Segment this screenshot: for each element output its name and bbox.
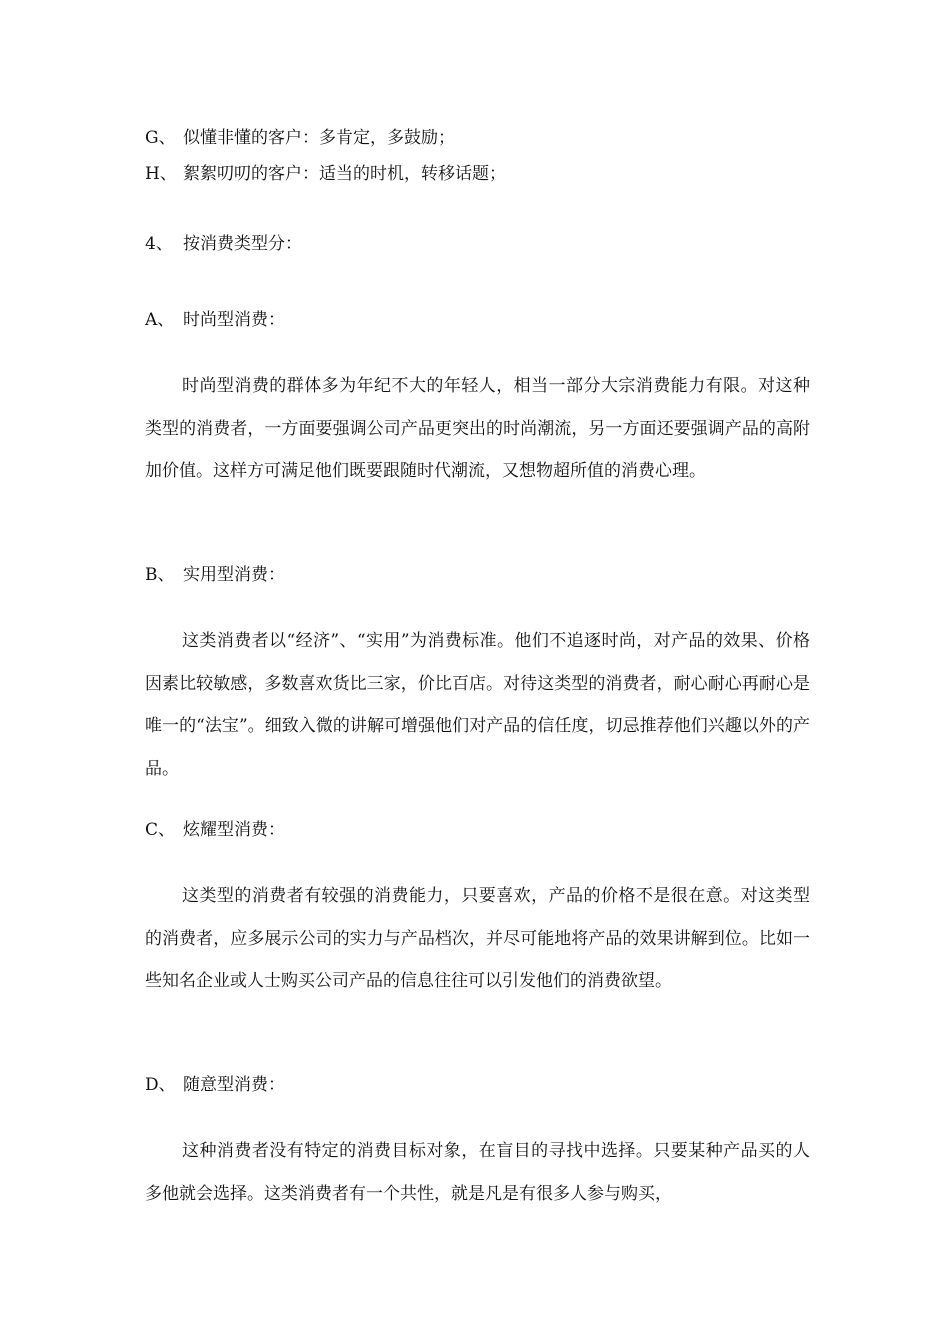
- list-item-text: 似懂非懂的客户：多肯定，多鼓励；: [183, 128, 455, 148]
- type-marker: A、: [145, 310, 175, 330]
- type-body-c: 这类型的消费者有较强的消费能力，只要喜欢，产品的价格不是很在意。对这类型的消费者，应多展示公司的实力与产品档次，并尽可能地将产品的效果讲解到位。比如一些知名企业或人士购买公司产品的信息往往可以引发他们的消费欲望。: [145, 886, 810, 991]
- section-marker: 4、: [145, 234, 173, 254]
- type-body-d: 这种消费者没有特定的消费目标对象，在盲目的寻找中选择。只要某种产品买的人多他就会选择。这类消费者有一个共性，就是凡是有很多人参与购买，: [145, 1141, 810, 1204]
- list-marker: G、: [145, 128, 176, 148]
- section-heading-4: [145, 232, 302, 256]
- list-marker: H、: [145, 164, 177, 184]
- type-heading-text: 随意型消费：: [183, 1075, 285, 1095]
- type-marker: C、: [145, 820, 176, 840]
- list-item-text: 絮絮叨叨的客户：适当的时机，转移话题；: [183, 164, 506, 184]
- type-heading-c: [145, 818, 285, 842]
- type-body-b: 这类消费者以“经济”、“实用”为消费标准。他们不追逐时尚，对产品的效果、价格因素比较敏感，多数喜欢货比三家，价比百店。对待这类型的消费者，耐心耐心再耐心是唯一的“法宝”。细致入微的讲解可增强他们对产品的信任度，切忌推荐他们兴趣以外的产品。: [145, 631, 810, 779]
- type-heading-b: [145, 563, 285, 587]
- section-heading-text: 按消费类型分：: [183, 234, 302, 254]
- type-heading-text: 炫耀型消费：: [183, 820, 285, 840]
- type-heading-text: 时尚型消费：: [183, 310, 285, 330]
- type-heading-d: [145, 1073, 285, 1097]
- list-item-h: [145, 162, 506, 186]
- type-heading-text: 实用型消费：: [183, 565, 285, 585]
- type-body-a: 时尚型消费的群体多为年纪不大的年轻人，相当一部分大宗消费能力有限。对这种类型的消费者，一方面要强调公司产品更突出的时尚潮流，另一方面还要强调产品的高附加价值。这样方可满足他们既要跟随时代潮流，又想物超所值的消费心理。: [145, 376, 810, 481]
- type-heading-a: [145, 308, 285, 332]
- type-marker: B、: [145, 565, 175, 585]
- list-item-g: [145, 126, 455, 150]
- type-marker: D、: [145, 1075, 176, 1095]
